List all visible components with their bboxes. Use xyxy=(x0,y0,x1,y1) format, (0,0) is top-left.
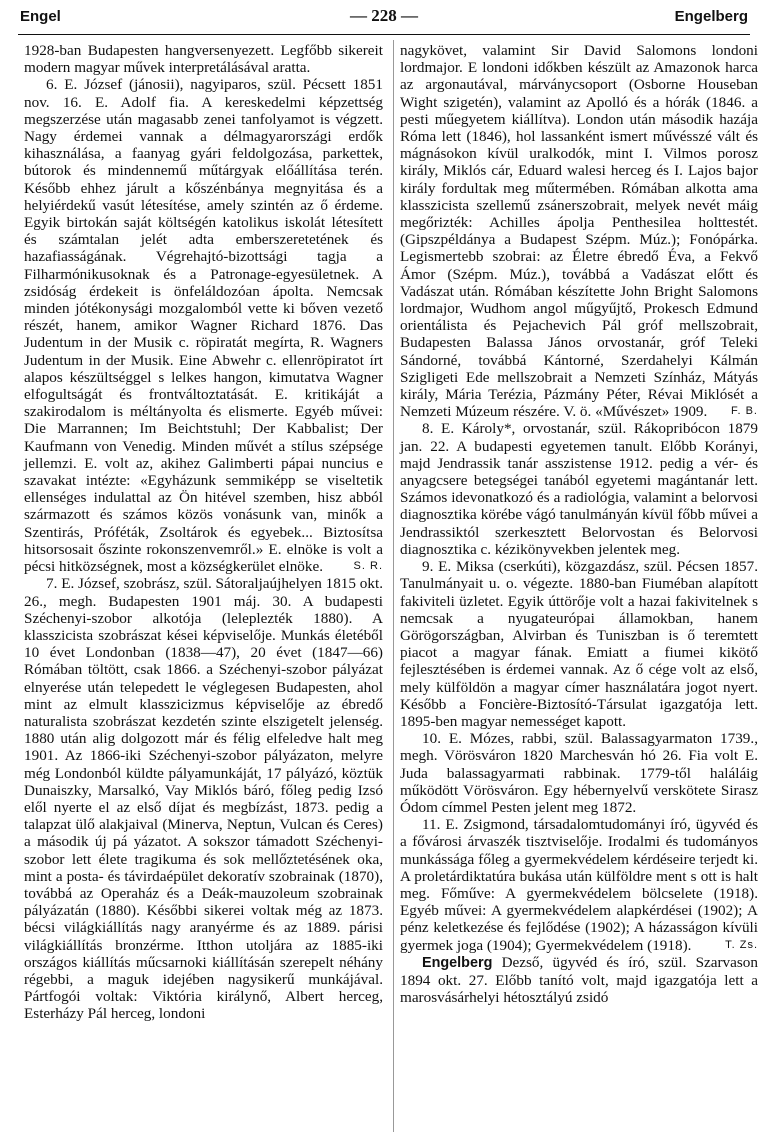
entry-jozsef-szobrasz: 7. E. József, szobrász, szül. Sátoraljaújhelyen 1815 okt. 26., megh. Budapesten 1901 máj. 30. A budapesti Széchenyi-szobor alkotója (leleplezték 1880). A klasszicista szobrászat kései képviselője. Munkás életéből 10 évet Londonban (1838—47), 20 évet (1847—66) Rómában töltött, csak 1866. a Széchenyi-szobor pályázat elnyerése után telepedett le véglegesen Budapesten, ahol mint az elmult klasszicizmus képviselője az ébredő naturalista szobrászat kezdetén szinte elszigetelt jelenség. 1880 után alig dolgozott már és félig elfeledve halt meg 1901. Az 1866-iki Széchenyi-szobor pályázaton, melyre még Londonból küldte pályamunkáját, 17 pályázó, köztük Dunaiszky, Marsalkó, Vay Miklós báró, főleg pedig Izsó elől nyerte el az első díjat és megbízást, 1873. pedig a talapzat ülő alakjaival (Minerva, Neptun, Vulcan és Ceres) a második új pá yázatot. A sokszor támadott Széchenyi-szobor lett élete tragikuma és sok mellőztetésének oka, mint a posta- és távirdaépület dekoratív szobrainak (1870), továbbá az Operaház és a Deák-mauzoleum szobrainak pályázatán (1880). Későbbi sikerei voltak még az 1873. bécsi világkiállítás nagy aranyérme és az 1889. párisi világkiállítás bronzérme. Itthon utoljára az 1885-iki országos kiállítás műcsarnoki kiállításán szerepelt néhány régebbi, a maguk idejében nagysikerű munkájával. Pártfogói voltak: Viktória királynő, Albert herceg, Esterházy Pál herceg, londoni xyxy=(24,575,383,1023)
column-divider xyxy=(393,40,394,1132)
entry-text: 11. E. Zsigmond, társadalomtudományi író, ügyvéd és a fővárosi árvaszék tisztviselője. Irodalmi és tudományos munkássága főleg a gyermekvédelem kérdéseire terjedt ki. A proletárdiktatúra bukása után külföldre ment s ott is halt meg. Főműve: A gyermekvédelem bölcselete (1918). Egyéb művei: A gyermekvédelem alapkérdései (1902); A pénz keletkezése és fejlődése (1902); A házasságon kívüli gyermek joga (1904); Gyermekvédelem (1918). xyxy=(400,816,758,954)
entry-zsigmond xyxy=(400,816,758,954)
entry-continuation xyxy=(400,42,758,420)
entry-mozes: 10. E. Mózes, rabbi, szül. Balassagyarmaton 1739., megh. Vörösváron 1820 Marchesván hó 26. Fia volt E. Juda balassagyarmati rabbinak. 1779-től haláláig működött Vörösváron. Egy hébernyelvű verskötete Sirasz Ódom címmel Pesten jelent meg 1872. xyxy=(400,730,758,816)
running-head-left: Engel xyxy=(20,8,61,25)
running-head-right: Engelberg xyxy=(674,8,748,25)
entry-miksa: 9. E. Miksa (cserkúti), közgazdász, szül. Pécsen 1857. Tanulmányait u. o. végezte. 1880-ban Fiuméban alapított fakiviteli üzletet. Egyik úttörője volt a hazai fakivitelnek s nemcsak a nyugateurópai államokban, hanem Görögországban, Alvirban és Tuniszban is ő teremtett piacot a magyar fának. Emiatt a fiumei kikötő fejlesztésében is érdemei vannak. Az ő cége volt az első, mely külföldön a magyar címer használatára jogot nyert. Később a Foncière-Biztosító-Társulat igazgatója lett. 1895-ben magyar nemességet kapott. xyxy=(400,558,758,730)
header-rule xyxy=(18,34,750,35)
entry-continuation: 1928-ban Budapesten hangversenyezett. Legfőbb sikereit modern magyar művek interpretálásával aratta. xyxy=(24,42,383,77)
entry-karoly: 8. E. Károly*, orvostanár, szül. Rákopribócon 1879 jan. 22. A budapesti egyetemen tanult. Előbb Korányi, majd Jendrassik tanár asszistense 1912. pedig a vér- és anyagcsere betegségei tanából egyetemi magántanár lett. Számos idevonatkozó és a radiológia, valamint a belorvosi diagnosztika körébe vágó tanulmányán kívül főbb művei a Jendrassiktól szerkesztett Belorvostan és Belorvosi diagnosztika c. kézikönyvekben jelentek meg. xyxy=(400,420,758,558)
entry-text: Dezső, ügyvéd és író, szül. Szarvason 1894 okt. 27. Előbb tanító volt, majd igazgatója lett a marosvásárhelyi hétosztályú zsidó xyxy=(400,953,758,1007)
entry-jozsef-janosii xyxy=(24,76,383,575)
author-signature: T. Zs. xyxy=(725,938,758,951)
entry-text: nagykövet, valamint Sir David Salomons londoni lordmajor. E londoni időkben készült az Amazonok harca az argonautával, márványcsoport (Osborne Houseban Wight szigetén), valamint az Apolló és a hórák (1846. a pesti műegyetem kiállítva). London után második hazája Róma lett (1846), hol lassanként ismert művésszé vált és mágnásokon kívül uralkodók, mint I. Vilmos porosz király, Miklós cár, Eduard walesi herceg és I. Lajos bajor király fordultak meg műtermében. Rómában alkotta ama klasszicista szellemű zsánerszobrait, melyek nevét máig megőrizték: Achilles ápolja Penthesilea holttestét. (Gipszpéldánya a Budapest Szépm. Múz.); Fonópárka. Legismertebb szobrai: az Életre ébredő Éva, a Fekvő Ámor (Szépm. Múz.), továbbá a Vadászat előtt és Vadászat után. Rómában készítette John Bright Salomons lordmajor, Wudhom angol műgyűjtő, Prokesch Edmund orientálista és Pejachevich Pál gróf mellszobrait, Budapesten Balassa János orvostanár, gróf Teleki Sándorné, továbbá Kántorné, Szerdahelyi Kálmán Szigligeti Ede mellszobrait a Nemzeti Színház, Mátyás király, Mária Terézia, Pázmány Péter, Révai Miklósét a Nemzeti Múzeum részére. V. ö. «Művészet» 1909. xyxy=(400,42,758,421)
right-column xyxy=(400,42,758,1006)
entry-text: 6. E. József (jánosii), nagyiparos, szül. Pécsett 1851 nov. 16. E. Adolf fia. A kereskedelmi képzettség megszerzése után magasabb zenei tanfolyamot is végzett. Nagy érdemei vannak a délmagyarországi erdők kihasználása, a faanyag gyári feldolgozása, parkettek, bútorok és mindennemű műtárgyak előállítása terén. Később ehhez járult a kőszénbánya megnyitása és a helyiérdekű vasút létesítése, amely szintén az ő érdeme. Egyik birtokán saját költségén katolikus iskolát létesített és számtalan jelét adta emberszeretetének és hazafiasságának. Végrehajtó-bizottsági tagja a Filharmónikusoknak és a Patronage-egyesületnek. A zsidóság érdekeit is önfeláldozóan ápolta. Nemcsak minden jótékonysági mozgalomból vette ki bőven vezető részét, hanem, amikor Wagner Richard 1876. Das Judentum in der Musik c. röpiratát megírta, R. Wagners Judentum in der Musik. Eine Abwehr c. ellenröpiratot írt alapos készültséggel s lelkes hangon, kimutatva Wagner elfogultságát és frontváltoztatását. E. kritikáját a szakirodalom is méltányolta és elismerte. Egyéb művei: Die Marrannen; Im Beichtstuhl; Der Kabbalist; Der Kaufmann von Venedig. Minden művét a stílus szépsége jellemzi. E. volt az, akihez Galimberti pápai nuncius e szavakat intézte: «Egyházunk semmiképp se viseltetik ellenséges indulattal az Ön hitével szemben, hisz abból származott és számos közös vonásunk van, minők a Szentirás, Próféták, Zsoltárok és egyebek... Biztosítsa hitsorsosait őszinte rokonszenvemről.» E. elnöke is volt a pécsi hitközségnek, most a községkerület elnöke. xyxy=(24,76,383,576)
left-column xyxy=(24,42,383,1023)
page-number: — 228 — xyxy=(350,6,418,25)
author-signature: S. R. xyxy=(353,560,383,573)
entry-engelberg-dezso xyxy=(400,954,758,1007)
author-signature: F. B. xyxy=(730,405,758,418)
page-header xyxy=(18,8,750,30)
headword: Engelberg xyxy=(422,954,493,971)
